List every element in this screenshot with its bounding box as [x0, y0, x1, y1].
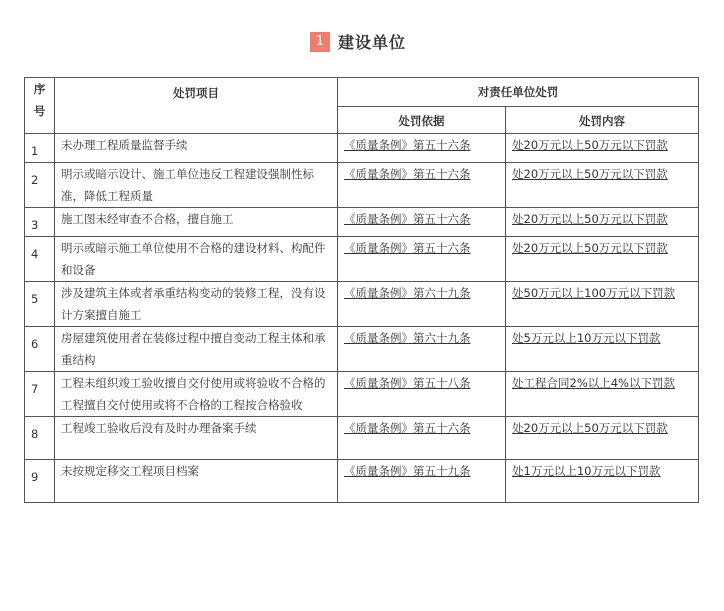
row-seq: 9 [25, 460, 55, 503]
content-link[interactable]: 处工程合同2%以上4%以下罚款 [512, 376, 675, 390]
basis-link[interactable]: 《质量条例》第六十九条 [344, 331, 471, 345]
content-link[interactable]: 处20万元以上50万元以下罚款 [512, 167, 668, 181]
section-number-badge: 1 [310, 32, 330, 52]
row-seq: 1 [25, 134, 55, 163]
table-row [25, 282, 699, 327]
header-group: 对责任单位处罚 [338, 78, 699, 107]
basis-link[interactable]: 《质量条例》第五十六条 [344, 138, 471, 152]
basis-link[interactable]: 《质量条例》第五十六条 [344, 167, 471, 181]
header-item: 处罚项目 [55, 78, 338, 134]
section-title [310, 30, 406, 53]
basis-link[interactable]: 《质量条例》第五十八条 [344, 376, 471, 390]
content-link[interactable]: 处1万元以上10万元以下罚款 [512, 464, 661, 478]
basis-link[interactable]: 《质量条例》第五十六条 [344, 241, 471, 255]
table-row [25, 163, 699, 208]
row-item: 未办理工程质量监督手续 [55, 134, 338, 163]
table-row [25, 237, 699, 282]
content-link[interactable]: 处20万元以上50万元以下罚款 [512, 138, 668, 152]
row-item: 工程竣工验收后没有及时办理备案手续 [55, 417, 338, 460]
basis-link[interactable]: 《质量条例》第五十九条 [344, 464, 471, 478]
table-row [25, 417, 699, 460]
row-item: 明示或暗示施工单位使用不合格的建设材料、构配件和设备 [55, 237, 338, 282]
row-item: 施工图未经审查不合格，擅自施工 [55, 208, 338, 237]
penalty-table [24, 77, 699, 503]
basis-link[interactable]: 《质量条例》第五十六条 [344, 212, 471, 226]
content-link[interactable]: 处20万元以上50万元以下罚款 [512, 241, 668, 255]
header-basis: 处罚依据 [338, 107, 506, 134]
table-row [25, 327, 699, 372]
row-seq: 8 [25, 417, 55, 460]
row-item: 未按规定移交工程项目档案 [55, 460, 338, 503]
header-content: 处罚内容 [506, 107, 699, 134]
table-row [25, 208, 699, 237]
row-seq: 3 [25, 208, 55, 237]
row-seq: 4 [25, 237, 55, 282]
row-seq: 7 [25, 372, 55, 417]
row-seq: 2 [25, 163, 55, 208]
row-item: 工程未组织竣工验收擅自交付使用或将验收不合格的工程擅自交付使用或将不合格的工程按合格验收 [55, 372, 338, 417]
content-link[interactable]: 处50万元以上100万元以下罚款 [512, 286, 676, 300]
row-item: 明示或暗示设计、施工单位违反工程建设强制性标准，降低工程质量 [55, 163, 338, 208]
basis-link[interactable]: 《质量条例》第六十九条 [344, 286, 471, 300]
table-row [25, 460, 699, 503]
basis-link[interactable]: 《质量条例》第五十六条 [344, 421, 471, 435]
content-link[interactable]: 处20万元以上50万元以下罚款 [512, 212, 668, 226]
content-link[interactable]: 处5万元以上10万元以下罚款 [512, 331, 661, 345]
header-seq: 序号 [25, 78, 55, 134]
section-heading: 建设单位 [338, 33, 407, 52]
row-seq: 5 [25, 282, 55, 327]
content-link[interactable]: 处20万元以上50万元以下罚款 [512, 421, 668, 435]
table-row [25, 372, 699, 417]
row-item: 涉及建筑主体或者承重结构变动的装修工程，没有设计方案擅自施工 [55, 282, 338, 327]
row-seq: 6 [25, 327, 55, 372]
table-row [25, 134, 699, 163]
row-item: 房屋建筑使用者在装修过程中擅自变动工程主体和承重结构 [55, 327, 338, 372]
